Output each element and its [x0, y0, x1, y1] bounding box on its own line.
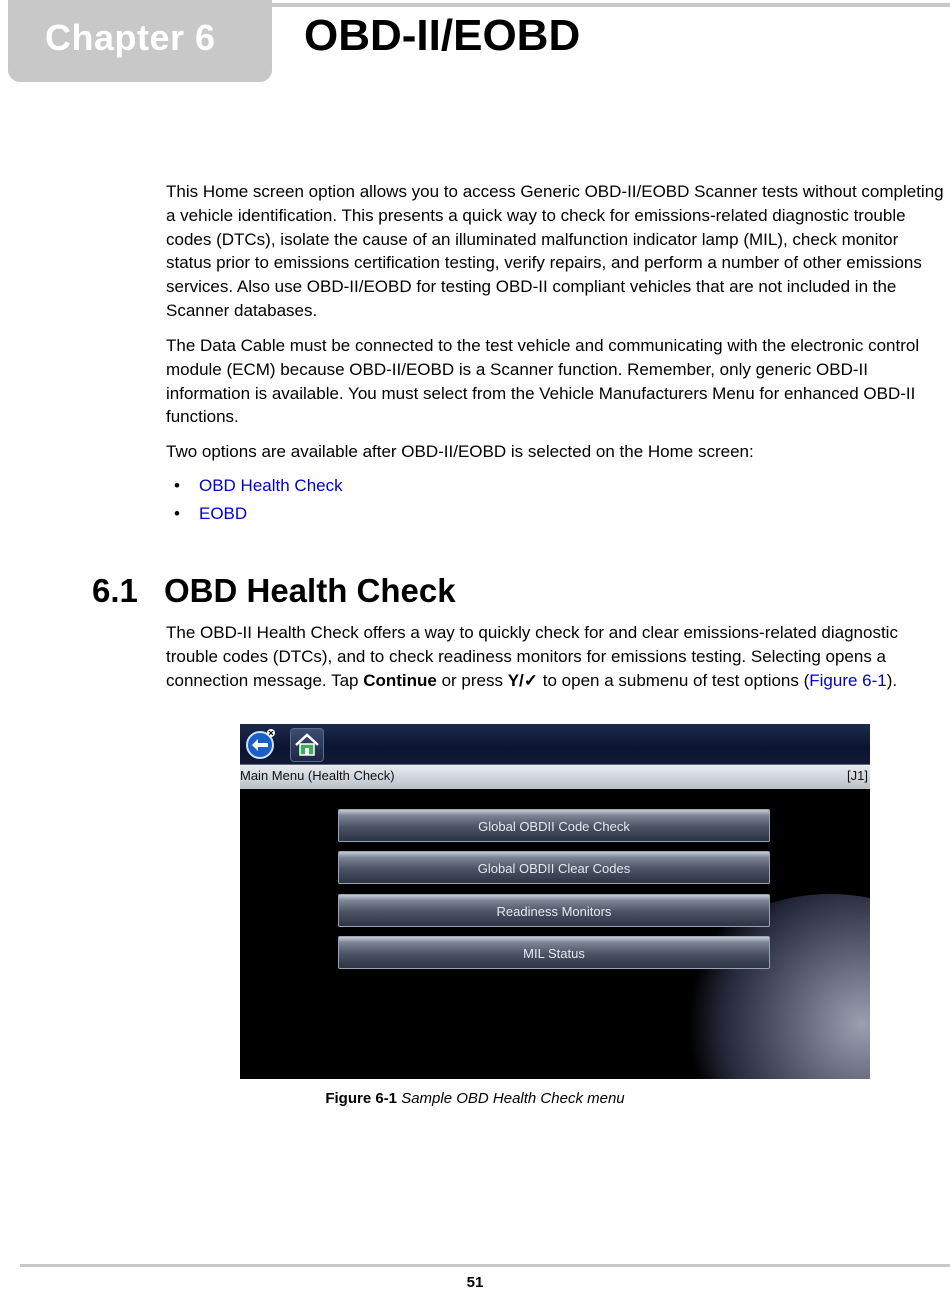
section-text-start: The OBD-II Health Check offers a way to quickly check for and clear emissions-related diagnostic trouble codes (DTCs), and to check readiness monitors for emissions testing. Selecting opens a connection message. Tap — [166, 623, 898, 690]
section-text-end: ). — [886, 670, 898, 690]
global-obdii-clear-codes-button[interactable]: Global OBDII Clear Codes — [338, 851, 770, 884]
scanner-screenshot — [240, 724, 870, 1079]
bullet-icon: • — [174, 504, 180, 523]
page-number: 51 — [466, 1274, 484, 1291]
options-list — [166, 474, 343, 530]
menubar-title: Main Menu (Health Check) — [240, 768, 395, 783]
global-obdii-code-check-button[interactable]: Global OBDII Code Check — [338, 809, 770, 842]
section-text-mid: or press — [436, 670, 508, 690]
header-rule — [272, 3, 950, 7]
intro-paragraph-3: Two options are available after OBD-II/EOBD is selected on the Home screen: — [166, 442, 754, 461]
section-heading — [92, 570, 456, 612]
home-icon[interactable] — [290, 728, 324, 762]
bullet-icon: • — [174, 476, 180, 495]
footer-rule — [20, 1264, 950, 1267]
section-title: OBD Health Check — [164, 572, 456, 609]
eobd-link[interactable]: EOBD — [199, 504, 248, 523]
continue-term: Continue — [363, 670, 437, 690]
intro-paragraph-1: This Home screen option allows you to access Generic OBD-II/EOBD Scanner tests without completing a vehicle identification. This presents a quick way to check for emissions-related diagnostic trouble codes (DTCs), isolate the cause of an illuminated malfunction indicator lamp (MIL), check monitor status prior to emissions certification testing, verify repairs, and perform a number of other emissions services. Also use OBD-II/EOBD for testing OBD-II compliant vehicles that are not included in the Scanner databases. — [166, 182, 944, 320]
chapter-label: Chapter 6 — [45, 17, 216, 58]
figure-label: Figure 6-1 — [325, 1090, 398, 1107]
figure-text: Sample OBD Health Check menu — [401, 1090, 625, 1107]
section-number: 6.1 — [92, 572, 138, 609]
section-text-mid2: to open a submenu of test options ( — [538, 670, 810, 690]
obd-health-check-link[interactable]: OBD Health Check — [199, 476, 343, 495]
figure-caption — [0, 1089, 950, 1109]
menubar-id: [J1] — [847, 768, 868, 783]
intro-paragraph-2: The Data Cable must be connected to the test vehicle and communicating with the electronic control module (ECM) because OBD-II/EOBD is a Scanner function. Remember, only generic OBD-II information is available. You must select from the Vehicle Manufacturers Menu for enhanced OBD-II functions. — [166, 336, 920, 427]
section-paragraph — [166, 621, 946, 692]
key-term: Y/✓ — [507, 670, 539, 690]
list-item — [166, 502, 343, 530]
list-item — [166, 474, 343, 502]
figure-reference-link[interactable]: Figure 6-1 — [809, 670, 887, 690]
chapter-title: OBD-II/EOBD — [304, 11, 581, 60]
screen-toolbar — [240, 724, 870, 764]
back-icon[interactable] — [244, 728, 276, 760]
screen-menubar — [240, 764, 870, 789]
readiness-monitors-button[interactable]: Readiness Monitors — [338, 894, 770, 927]
chapter-tab — [8, 0, 272, 82]
mil-status-button[interactable]: MIL Status — [338, 936, 770, 969]
